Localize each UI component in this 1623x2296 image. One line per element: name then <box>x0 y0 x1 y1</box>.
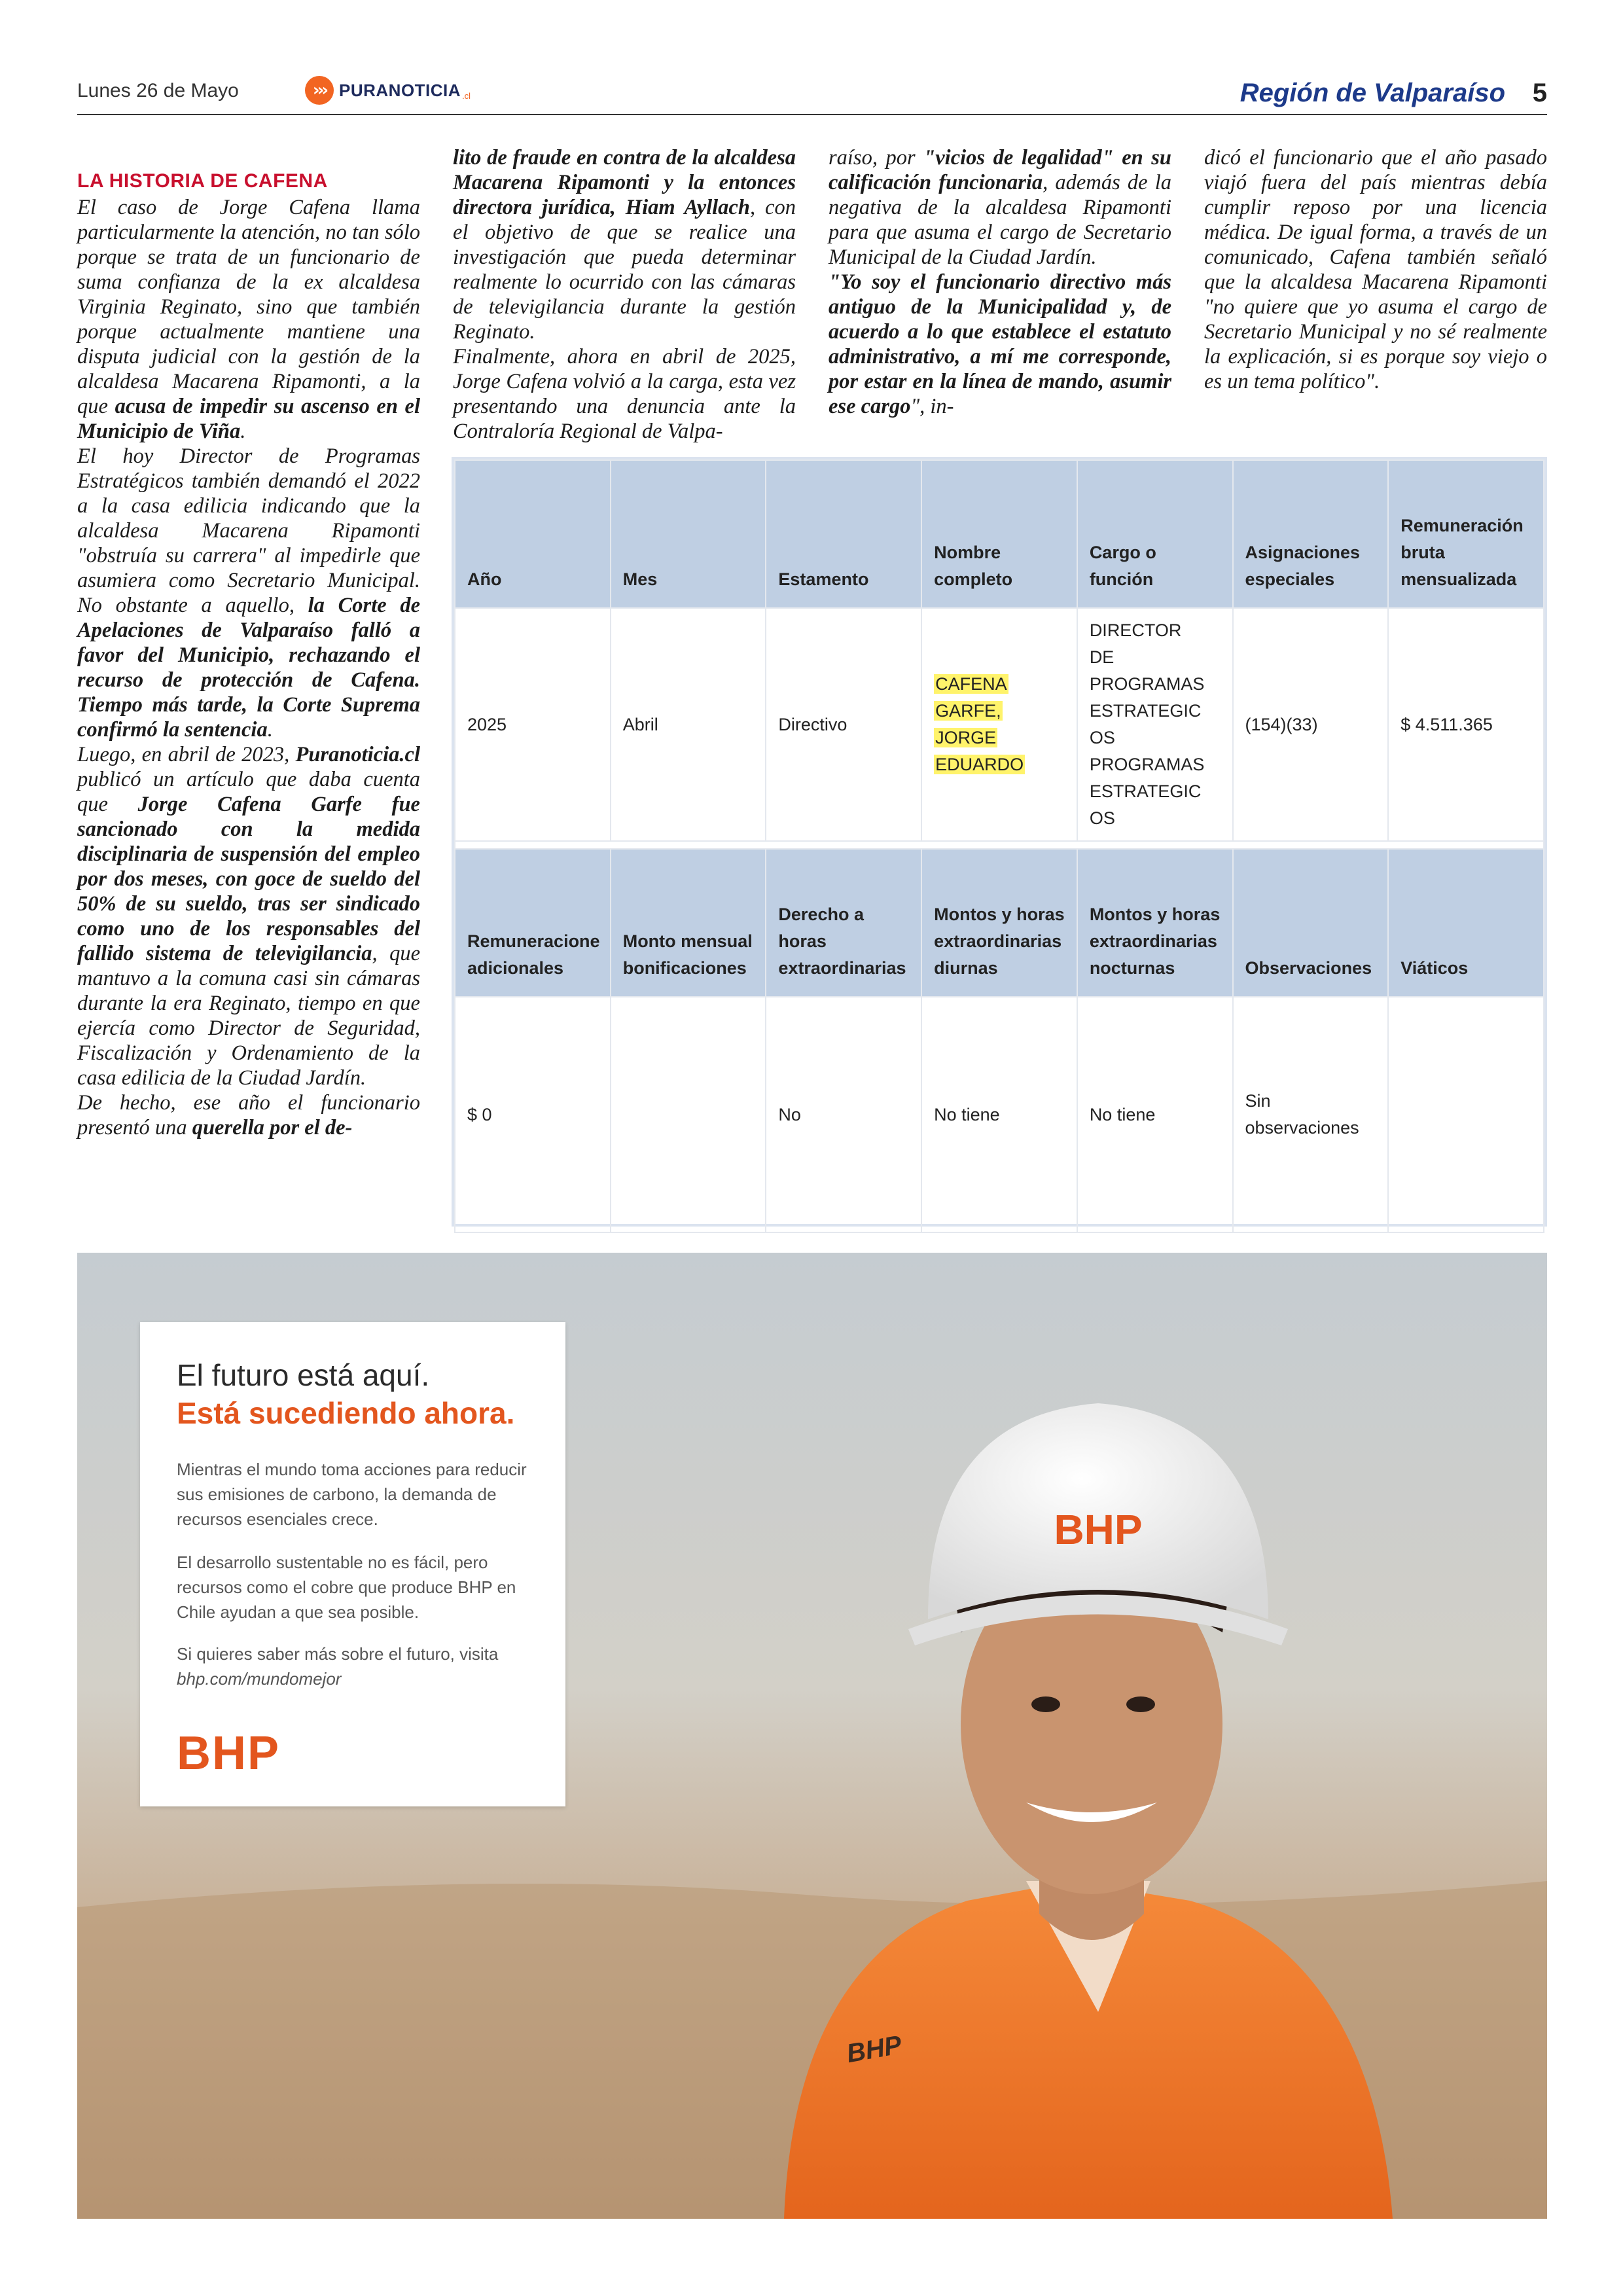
puranoticia-logo <box>305 75 471 106</box>
ad-paragraph: Si quieres saber más sobre el futuro, visita bhp.com/mundomejor <box>177 1644 499 1689</box>
table-header-cell: Viáticos <box>1388 849 1544 997</box>
paragraph: De hecho, ese año el funcionario presentó una querella por el de- <box>77 1091 420 1139</box>
quote: "Yo soy el funcionario directivo más antiguo de la Municipalidad y, de acuerdo a lo que establece el estatuto administrativo, a mí me corresponde, por estar en la línea de mando, asumir ese cargo", in- <box>829 270 1171 418</box>
salary-table <box>454 459 1544 1233</box>
table-cell-role: DIRECTOR DE PROGRAMAS ESTRATEGIC OS PROGRAMAS ESTRATEGIC OS <box>1077 608 1233 841</box>
table-cell: No tiene <box>1077 997 1233 1232</box>
table-header-cell: Estamento <box>766 460 921 608</box>
logo-suffix: .cl <box>462 91 471 101</box>
left-eye <box>1031 1696 1060 1712</box>
table-header-cell: Remuneracione adicionales <box>455 849 611 997</box>
table-gap <box>455 841 1544 849</box>
table-cell: $ 4.511.365 <box>1388 608 1544 841</box>
table-header-cell: Montos y horas extraordinarias nocturnas <box>1077 849 1233 997</box>
paragraph: Luego, en abril de 2023, Puranoticia.cl publicó un artículo que daba cuenta que Jorge Cafena Garfe fue sancionado con la medida disciplinaria de suspensión del empleo por dos meses, con goce de sueldo del 50% de su sueldo, tras ser sindicado como uno de los responsables del fallido sistema de televigilancia, que mantuvo a la comuna casi sin cámaras durante la era Reginato, tiempo en que ejercía como Director de Seguridad, Fiscalización y Ordenamiento de la casa edilicia de la Ciudad Jardín. <box>77 743 420 1090</box>
article-column-3 <box>829 145 1171 419</box>
issue-date: Lunes 26 de Mayo <box>77 80 239 101</box>
right-eye <box>1126 1696 1155 1712</box>
article-column-4 <box>1204 145 1547 394</box>
table-header-cell: Derecho a horas extraordinarias <box>766 849 921 997</box>
logo-text: PURANOTICIA <box>339 80 461 100</box>
table-cell <box>611 997 766 1232</box>
bhp-logo: BHP <box>177 1727 281 1780</box>
table-header-cell: Observaciones <box>1233 849 1389 997</box>
paragraph: Finalmente, ahora en abril de 2025, Jorge Cafena volvió a la carga, esta vez presentando una denuncia ante la Contraloría Regional de Valpa- <box>453 345 796 443</box>
ad-subheadline: Está sucediendo ahora. <box>177 1396 515 1430</box>
article-column-1 <box>77 169 420 1140</box>
table-header-row <box>455 460 1544 608</box>
chevrons-icon: ››› <box>305 76 334 105</box>
table-cell: Directivo <box>766 608 921 841</box>
table-row <box>455 997 1544 1232</box>
paragraph: raíso, por "vicios de legalidad" en su calificación funcionaria, además de la negativa de la alcaldesa Ripamonti para que asuma el cargo de Secretario Municipal de la Ciudad Jardín. <box>829 146 1171 269</box>
ad-url[interactable]: bhp.com/mundomejor <box>177 1669 342 1689</box>
table-cell: No tiene <box>921 997 1077 1232</box>
table-cell: No <box>766 997 921 1232</box>
table-cell: Abril <box>611 608 766 841</box>
header-divider <box>77 114 1547 115</box>
ad-headline: El futuro está aquí. <box>177 1358 430 1392</box>
table-cell: 2025 <box>455 608 611 841</box>
helmet-logo: BHP <box>1054 1506 1143 1553</box>
table-header-cell: Montos y horas extraordinarias diurnas <box>921 849 1077 997</box>
section-title: Región de Valparaíso <box>1240 79 1505 107</box>
article-column-2 <box>453 145 796 444</box>
table-header-row <box>455 849 1544 997</box>
paragraph: El hoy Director de Programas Estratégicos también demandó el 2022 a la casa edilicia indicando que la alcaldesa Macarena Ripamonti "obstruía su carrera" al impedirle que asumiera como Secretario Municipal. No obstante a aquello, la Corte de Apelaciones de Valparaíso falló a favor del Municipio, rechazando el recurso de protección de Cafena. Tiempo más tarde, la Corte Suprema confirmó la sentencia. <box>77 444 421 742</box>
bhp-advertisement <box>77 1253 1547 2219</box>
ad-paragraph: Mientras el mundo toma acciones para reducir sus emisiones de carbono, la demanda de recursos esenciales crece. <box>177 1460 527 1529</box>
paragraph: El caso de Jorge Cafena llama particularmente la atención, no tan sólo porque se trata de un funcionario de suma confianza de la ex alcaldesa Virginia Reginato, sino que también porque actualmente mantiene una disputa judicial con la gestión de la alcaldesa Macarena Ripamonti, a la que acusa de impedir su ascenso en el Municipio de Viña. <box>77 196 420 443</box>
shirt-logo: BHP <box>844 2030 904 2069</box>
table-row <box>455 608 1544 841</box>
ad-text-card <box>140 1322 565 1806</box>
ad-paragraph: El desarrollo sustentable no es fácil, pero recursos como el cobre que produce BHP en Chile ayudan a que sea posible. <box>177 1552 516 1622</box>
paragraph: dicó el funcionario que el año pasado viajó fuera del país mientras debía cumplir reposo por una licencia médica. De igual forma, a través de un comunicado, Cafena también señaló que la alcaldesa Macarena Ripamonti "no quiere que yo asuma el cargo de Secretario Municipal y no sé realmente la explicación, si es porque soy viejo o es un tema político". <box>1204 146 1547 393</box>
table-header-cell: Monto mensual bonificaciones <box>611 849 766 997</box>
paragraph: lito de fraude en contra de la alcaldesa Macarena Ripamonti y la entonces directora jurídica, Hiam Ayllach, con el objetivo de que se realice una investigación que pueda determinar realmente lo ocurrido con las cámaras de televigilancia durante la gestión Reginato. <box>453 146 796 344</box>
table-header-cell: Remuneración bruta mensualizada <box>1388 460 1544 608</box>
table-cell: (154)(33) <box>1233 608 1389 841</box>
table-cell: $ 0 <box>455 997 611 1232</box>
table-cell: Sin observaciones <box>1233 997 1389 1232</box>
table-header-cell: Cargo o función <box>1077 460 1233 608</box>
article-kicker: LA HISTORIA DE CAFENA <box>77 170 328 192</box>
table-cell <box>1388 997 1544 1232</box>
table-header-cell: Mes <box>611 460 766 608</box>
table-header-cell: Nombre completo <box>921 460 1077 608</box>
transparency-table-image <box>454 459 1544 1224</box>
table-cell-name: CAFENA GARFE, JORGE EDUARDO <box>921 608 1077 841</box>
page-number: 5 <box>1532 79 1547 107</box>
table-header-cell: Año <box>455 460 611 608</box>
table-header-cell: Asignaciones especiales <box>1233 460 1389 608</box>
